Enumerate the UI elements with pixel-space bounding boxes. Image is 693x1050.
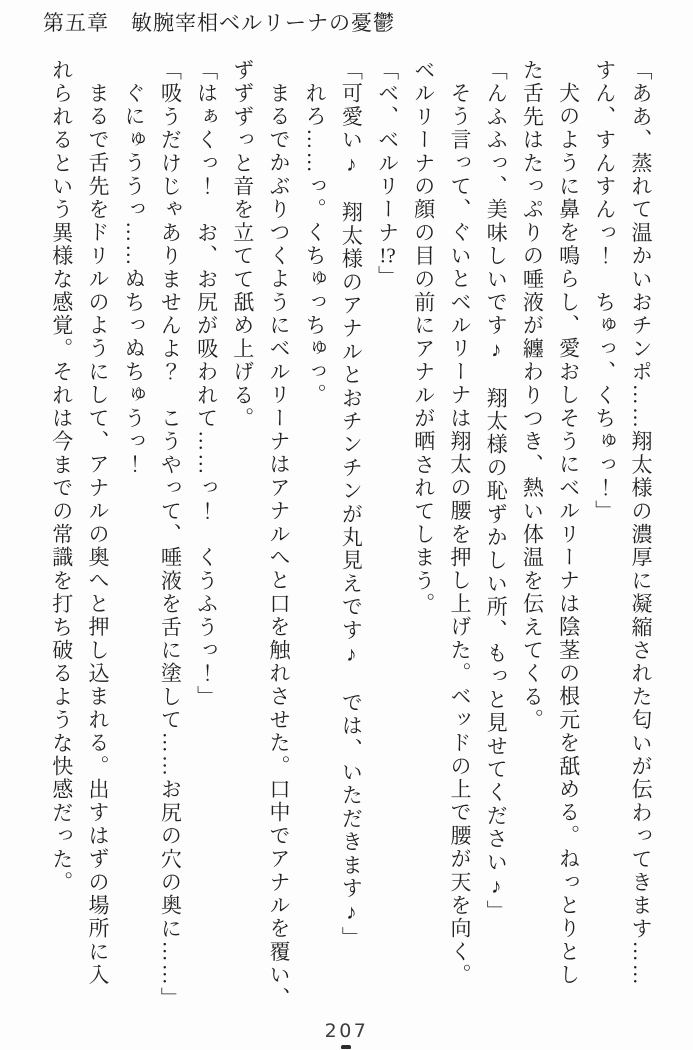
text-column: 「可愛い♪ 翔太様のアナルとおチンチンが丸見えです♪ では、いただきます♪」 xyxy=(339,59,364,950)
tcy-exclamation-question: !? xyxy=(379,244,396,266)
text-column: れられるという異様な感覚。それは今までの常識を打ち破るような快感だった。 xyxy=(49,59,74,895)
text-column: そう言って、ぐいとベルリーナは翔太の腰を押し上げた。ベッドの上で腰が天を向く。 xyxy=(447,82,472,987)
text-column: ベルリーナの顔の目の前にアナルが晒されてしまう。 xyxy=(411,59,436,616)
text-column: 「はぁくっ！ お、お尻が吸われて……っ！ くうふうっ！」 xyxy=(194,59,219,709)
page-number: 207 xyxy=(324,1020,369,1042)
text-body xyxy=(43,59,659,1021)
text-column: 「ベ、ベルリーナ!?」 xyxy=(375,59,400,289)
ink-speck-artifact xyxy=(341,1045,351,1049)
text-column: 「吸うだけじゃありませんよ？ こうやって、唾液を舌に塗して……お尻の穴の奥に……」 xyxy=(158,59,183,1011)
text-column: まるでかぶりつくようにベルリーナはアナルへと口を触れさせた。口中でアナルを覆い、 xyxy=(266,82,291,1011)
chapter-header: 第五章 敏腕宰相ベルリーナの憂鬱 xyxy=(43,11,395,35)
text-column: れろ……っ。くちゅっちゅっ。 xyxy=(303,82,328,407)
text-column: ぐにゅううっ……ぬちっぬちゅうっ！ xyxy=(122,82,147,477)
text-column: 「ああ、蒸れて温かいおチンポ……翔太様の濃厚に凝縮された匂いが伝わってきます…… xyxy=(629,59,653,987)
text-column: 犬のように鼻を鳴らし、愛おしそうにベルリーナは陰茎の根元を舐める。ねっとりとし xyxy=(556,82,581,987)
text-column: ずずずっと音を立てて舐め上げる。 xyxy=(230,59,255,431)
text-column: すん、すんすんっ！ ちゅっ、くちゅっ！」 xyxy=(592,59,617,523)
text-column: まるで舌先をドリルのようにして、アナルの奥へと押し込まれる。出すはずの場所に入 xyxy=(85,82,110,987)
text-column: 「んふふっ、美味しいです♪ 翔太様の恥ずかしい所、もっと見せてください♪」 xyxy=(484,59,509,924)
text-column: た舌先はたっぷりの唾液が纏わりつき、熱い体温を伝えてくる。 xyxy=(520,59,545,732)
